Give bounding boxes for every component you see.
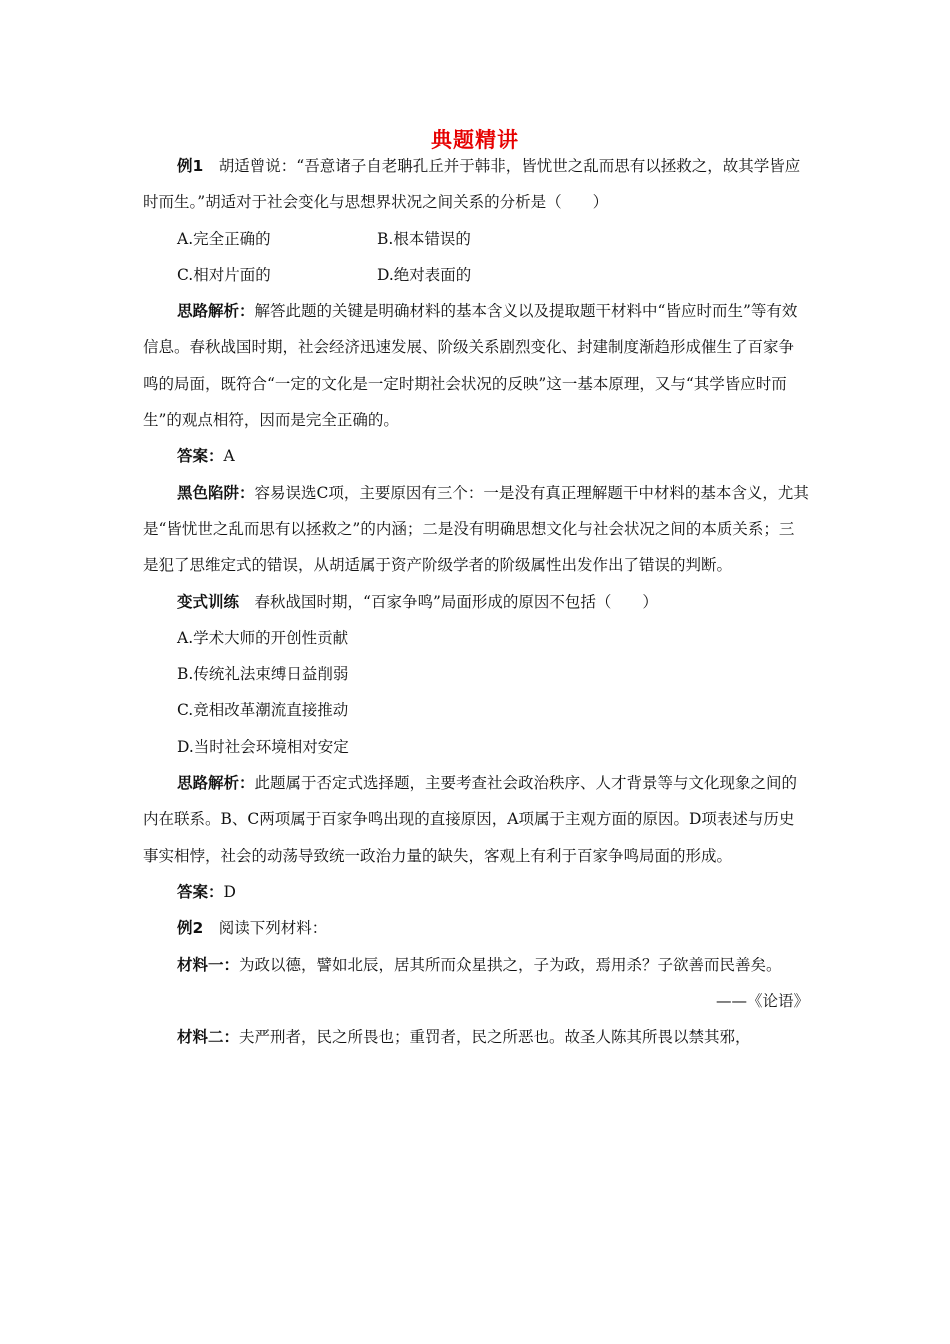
option-b: B.根本错误的 [377,229,471,248]
example-2-text: 阅读下列材料： [203,919,328,938]
example-1-label: 例1 [177,157,204,175]
variant-option-d: D.当时社会环境相对安定 [177,737,349,756]
option-d: D.绝对表面的 [377,265,472,284]
document-body [143,148,809,1055]
answer-label: 答案： [177,447,224,466]
analysis-text: 此题属于否定式选择题，主要考查社会政治秩序、人才背景等与文化现象之间的内在联系。B、C两项属于百家争鸣出现的直接原因，A项属于主观方面的原因。D项表述与历史事实相悖，社会的动荡导致统一政治力量的缺失，客观上有利于百家争鸣局面的形成。 [143,774,798,865]
option-a: A.完全正确的 [177,229,271,248]
example-1-question [143,148,809,221]
variant-label: 变式训练 [177,592,240,611]
variant-option-a: A.学术大师的开创性贡献 [177,628,349,647]
example-1-analysis [143,293,809,438]
material-1-text: 为政以德，譬如北辰，居其所而众星拱之，子为政，焉用杀？子欲善而民善矣。 [239,955,782,974]
material-1 [143,947,809,983]
variant-answer [143,874,809,910]
variant-option-c: C.竞相改革潮流直接推动 [177,701,349,720]
answer-value: A [223,447,235,466]
analysis-label: 思路解析： [177,302,255,321]
material-2-label: 材料二： [177,1028,240,1047]
section-title: 典题精讲 [431,128,519,152]
options-row-1 [143,221,809,257]
variant-analysis [143,765,809,874]
material-2 [143,1019,809,1055]
material-1-label: 材料一： [177,955,240,974]
variant-text: 春秋战国时期，“百家争鸣”局面形成的原因不包括（ ） [239,592,658,611]
variant-question [143,584,809,620]
analysis-label: 思路解析： [177,774,255,793]
example-1-answer [143,438,809,474]
option-c: C.相对片面的 [177,265,271,284]
answer-label: 答案： [177,882,224,901]
analysis-text: 解答此题的关键是明确材料的基本含义以及提取题干材料中“皆应时而生”等有效信息。春秋战国时期，社会经济迅速发展、阶级关系剧烈变化、封建制度渐趋形成催生了百家争鸣的局面，既符合“一定的文化是一定时期社会状况的反映”这一基本原理，又与“其学皆应时而生”的观点相符，因而是完全正确的。 [143,302,798,430]
example-1-trap [143,475,809,584]
example-2-label: 例2 [177,919,204,938]
material-1-source: ——《论语》 [715,991,809,1010]
answer-value: D [223,882,236,901]
variant-option-b: B.传统礼法束缚日益削弱 [177,665,349,684]
options-row-2 [143,257,809,293]
trap-label: 黑色陷阱： [177,483,255,502]
example-2-question [143,910,809,946]
material-2-text: 夫严刑者，民之所畏也；重罚者，民之所恶也。故圣人陈其所畏以禁其邪， [239,1028,751,1047]
example-1-text: 胡适曾说：“吾意诸子自老聃孔丘并于韩非，皆忧世之乱而思有以拯救之，故其学皆应时而生。”胡适对于社会变化与思想界状况之间关系的分析是（ ） [143,157,801,212]
trap-text: 容易误选C项，主要原因有三个：一是没有真正理解题干中材料的基本含义，尤其是“皆忧世之乱而思有以拯救之”的内涵；二是没有明确思想文化与社会状况之间的本质关系；三是犯了思维定式的错误，从胡适属于资产阶级学者的阶级属性出发作出了错误的判断。 [143,483,809,575]
